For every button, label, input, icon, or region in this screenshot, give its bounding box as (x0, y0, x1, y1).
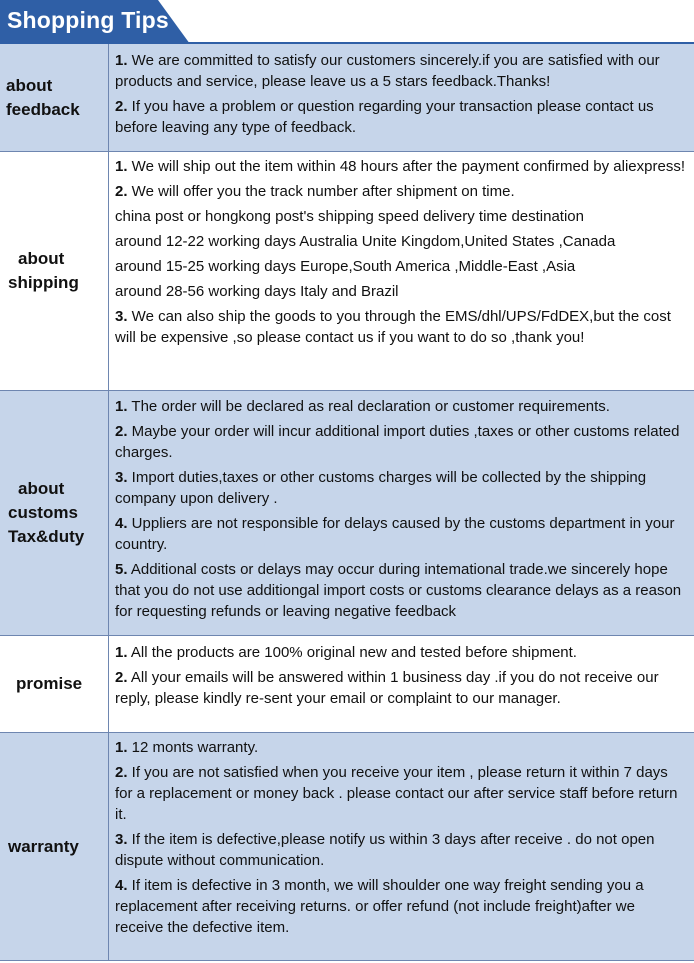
item-number: 3. (115, 469, 128, 486)
column-divider (108, 733, 109, 960)
section-label (8, 247, 79, 295)
label-line: warranty (8, 836, 79, 856)
label-line: promise (16, 674, 83, 693)
section-feedback (0, 44, 694, 152)
paragraph-text: Additional costs or delays may occur during intemational trade.we sincerely hope that you do not use additiongal import costs or customs clearance delays as a reason for requesting refunds or leaving negative feedback (115, 561, 682, 620)
section-label (16, 672, 82, 696)
column-divider (108, 44, 109, 151)
item-number: 5. (115, 561, 128, 578)
paragraph (115, 762, 686, 825)
page-title: Shopping Tips (7, 7, 169, 33)
section-label-col (0, 636, 108, 732)
section-content (115, 737, 686, 942)
paragraph (115, 96, 686, 138)
item-number: 3. (115, 308, 128, 325)
paragraph (115, 875, 686, 938)
paragraph (115, 231, 686, 252)
section-customs (0, 391, 694, 636)
section-shipping (0, 152, 694, 391)
paragraph-text: Import duties,taxes or other customs charges will be collected by the shipping company upon delivery . (115, 469, 647, 507)
label-line: about (18, 479, 65, 498)
section-content (115, 50, 686, 142)
paragraph-text: Uppliers are not responsible for delays caused by the customs department in your country. (115, 515, 675, 553)
label-line: feedback (6, 99, 80, 119)
paragraph (115, 642, 686, 663)
paragraph-text: The order will be declared as real declaration or customer requirements. (127, 398, 610, 415)
paragraph-text: All the products are 100% original new and tested before shipment. (127, 644, 577, 661)
section-label (8, 835, 79, 859)
item-number: 1. (115, 644, 128, 661)
paragraph (115, 181, 686, 202)
column-divider (108, 391, 109, 635)
section-label-col (0, 152, 108, 390)
item-number: 1. (115, 739, 128, 756)
paragraph-text: If item is defective in 3 month, we will shoulder one way freight sending you a replacement after receiving returns. or offer refund (not include freight)after we receive the defective item. (115, 877, 644, 936)
paragraph-text: All your emails will be answered within 1 business day .if you do not receive our reply, please kindly re-sent your email or complaint to our manager. (115, 669, 659, 707)
paragraph (115, 829, 686, 871)
item-number: 3. (115, 831, 128, 848)
item-number: 2. (115, 669, 128, 686)
paragraph (115, 421, 686, 463)
paragraph (115, 50, 686, 92)
paragraph (115, 206, 686, 227)
paragraph-text: We can also ship the goods to you through the EMS/dhl/UPS/FdDEX,but the cost will be expensive ,so please contact us if you want to do so ,thank you! (115, 308, 671, 346)
label-line: customs (8, 503, 78, 522)
paragraph-text: We are committed to satisfy our customers sincerely.if you are satisfied with our products and service, please leave us a 5 stars feedback.Thanks! (115, 52, 660, 90)
header (0, 0, 694, 44)
section-content (115, 642, 686, 713)
paragraph (115, 306, 686, 348)
section-warranty (0, 733, 694, 961)
item-number: 4. (115, 515, 128, 532)
paragraph (115, 156, 686, 177)
paragraph-text: If the item is defective,please notify us within 3 days after receive . do not open dispute without communication. (115, 831, 655, 869)
section-label-col (0, 44, 108, 151)
item-number: 2. (115, 764, 128, 781)
paragraph-text: around 12-22 working days Australia Unite Kingdom,United States ,Canada (115, 233, 616, 250)
item-number: 1. (115, 52, 128, 69)
section-content (115, 396, 686, 626)
label-line: Tax&duty (8, 527, 85, 546)
label-line: shipping (8, 273, 79, 292)
column-divider (108, 636, 109, 732)
label-line: about (18, 249, 65, 268)
section-label (6, 74, 80, 122)
item-number: 1. (115, 398, 128, 415)
paragraph (115, 281, 686, 302)
section-content (115, 156, 686, 352)
item-number: 2. (115, 98, 128, 115)
paragraph (115, 559, 686, 622)
paragraph (115, 737, 686, 758)
paragraph-text: If you have a problem or question regarding your transaction please contact us before leaving any type of feedback. (115, 98, 654, 136)
section-promise (0, 636, 694, 733)
item-number: 2. (115, 423, 128, 440)
paragraph (115, 467, 686, 509)
item-number: 4. (115, 877, 128, 894)
column-divider (108, 152, 109, 390)
item-number: 2. (115, 183, 128, 200)
paragraph (115, 513, 686, 555)
item-number: 1. (115, 158, 128, 175)
paragraph-text: china post or hongkong post's shipping speed delivery time destination (115, 208, 584, 225)
section-label-col (0, 733, 108, 960)
paragraph-text: If you are not satisfied when you receive your item , please return it within 7 days for a replacement or money back . please contact our after service staff before return it. (115, 764, 678, 823)
paragraph (115, 256, 686, 277)
paragraph (115, 396, 686, 417)
paragraph-text: around 28-56 working days Italy and Brazil (115, 283, 399, 300)
paragraph-text: around 15-25 working days Europe,South America ,Middle-East ,Asia (115, 258, 576, 275)
paragraph-text: Maybe your order will incur additional import duties ,taxes or other customs related charges. (115, 423, 680, 461)
section-label (8, 477, 84, 549)
paragraph-text: We will ship out the item within 48 hours after the payment confirmed by aliexpress! (127, 158, 685, 175)
paragraph (115, 667, 686, 709)
paragraph-text: We will offer you the track number after shipment on time. (127, 183, 515, 200)
label-line: about (6, 75, 53, 95)
section-label-col (0, 391, 108, 635)
paragraph-text: 12 monts warranty. (127, 739, 259, 756)
